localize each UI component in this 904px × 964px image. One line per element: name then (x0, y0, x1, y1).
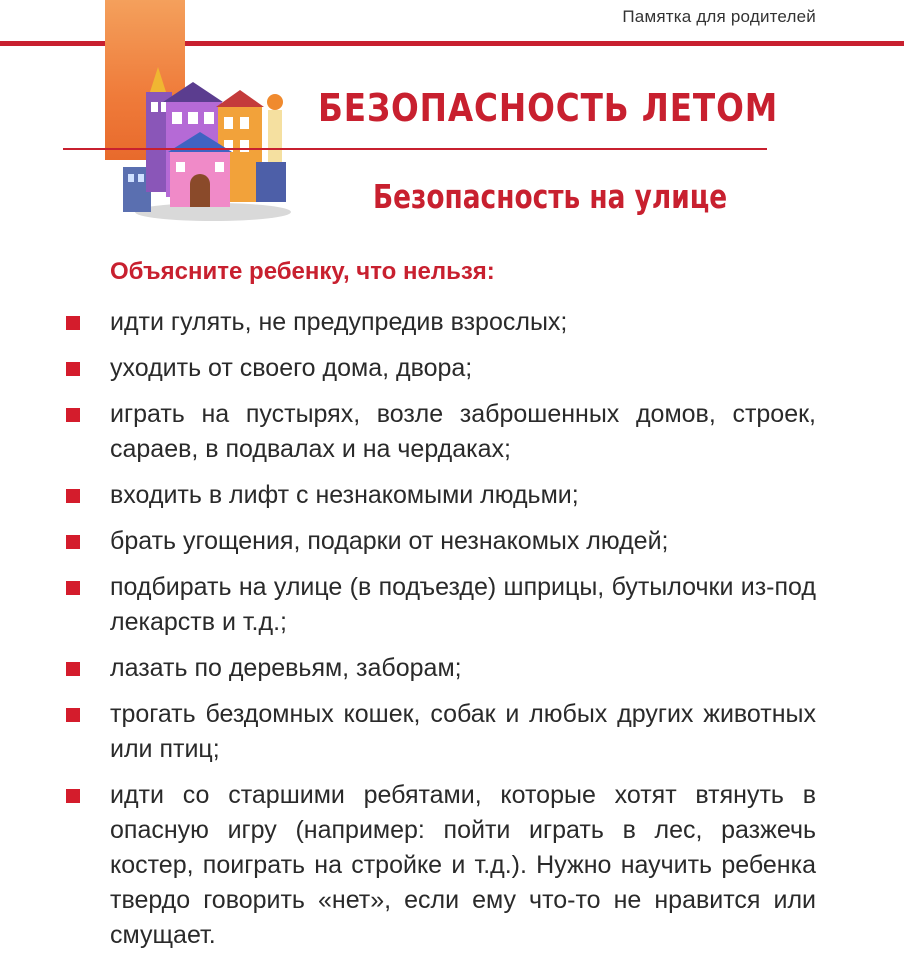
square-bullet-icon (66, 581, 80, 595)
list-item-text: идти со старшими ребятами, которые хотят втянуть в опасную игру (например: пойти играть в лес, разжечь костер, поиграть на стройке и т.д.). Нужно научить ребенка твердо говорить «нет», если ему что-то не нравится или смущает. (110, 781, 816, 949)
list-item (0, 570, 816, 640)
list-item (0, 651, 816, 686)
list-item-text: идти гулять, не предупредив взрослых; (110, 308, 568, 336)
square-bullet-icon (66, 535, 80, 549)
square-bullet-icon (66, 362, 80, 376)
rules-list (0, 305, 904, 964)
houses-illustration-icon (118, 62, 293, 222)
list-item (0, 397, 816, 467)
list-item-text: трогать бездомных кошек, собак и любых других животных или птиц; (110, 700, 816, 763)
square-bullet-icon (66, 316, 80, 330)
list-item-text: брать угощения, подарки от незнакомых людей; (110, 527, 669, 555)
title-divider (63, 148, 767, 150)
square-bullet-icon (66, 708, 80, 722)
list-item (0, 305, 816, 340)
square-bullet-icon (66, 662, 80, 676)
list-item-text: лазать по деревьям, заборам; (110, 654, 462, 682)
page-subtitle: Безопасность на улице (373, 177, 728, 216)
list-item (0, 524, 816, 559)
list-item-text: уходить от своего дома, двора; (110, 354, 473, 382)
list-item (0, 778, 816, 953)
square-bullet-icon (66, 489, 80, 503)
list-item-text: входить в лифт с незнакомыми людьми; (110, 481, 579, 509)
list-item (0, 351, 816, 386)
list-item-text: подбирать на улице (в подъезде) шприцы, бутылочки из-под лекарств и т.д.; (110, 573, 816, 636)
list-item-text: играть на пустырях, возле заброшенных домов, строек, сараев, в подвалах и на чердаках; (110, 400, 816, 463)
square-bullet-icon (66, 789, 80, 803)
list-item (0, 697, 816, 767)
list-item (0, 478, 816, 513)
header-label: Памятка для родителей (622, 7, 816, 26)
square-bullet-icon (66, 408, 80, 422)
intro-heading: Объясните ребенку, что нельзя: (110, 258, 495, 285)
page-title: БЕЗОПАСНОСТЬ ЛЕТОМ (318, 86, 779, 130)
